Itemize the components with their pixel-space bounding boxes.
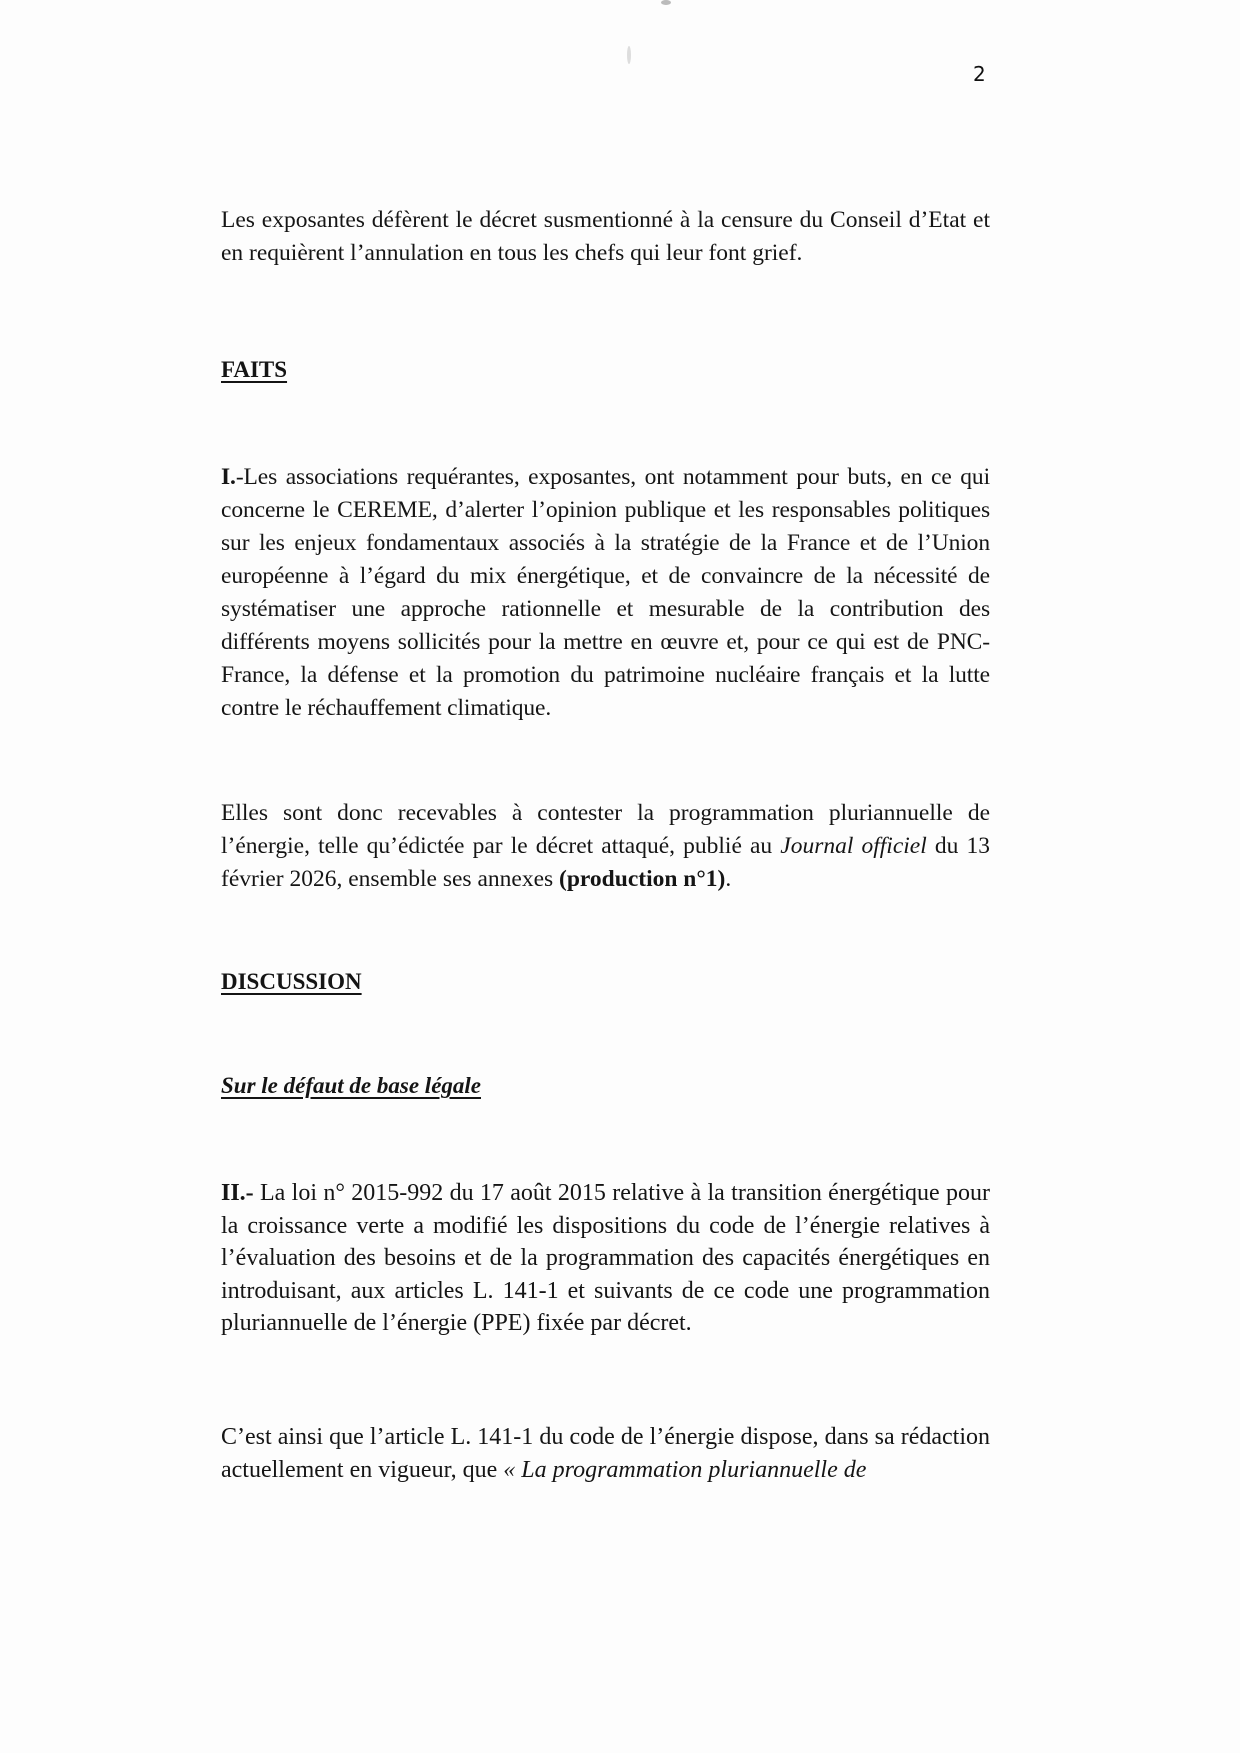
legal-quote: « La programmation pluriannuelle de — [503, 1456, 867, 1483]
faits-paragraph-2 — [221, 797, 990, 896]
paragraph-text: La loi n° 2015-992 du 17 août 2015 relative à la transition énergétique pour la croissance verte a modifié les dispositions du code de l’énergie relatives à l’évaluation des besoins et de la programmation des capacités énergétiques en introduisant, aux articles L. 141-1 et suivants de ce code une programmation pluriannuelle de l’énergie (PPE) fixée par décret. — [221, 1180, 990, 1336]
page-number: 2 — [973, 62, 986, 86]
paragraph-text: C’est ainsi que l’article L. 141-1 du code de l’énergie dispose, dans sa rédaction actuellement en vigueur, que — [221, 1424, 990, 1483]
subheading-defaut-base-legale: Sur le défaut de base légale — [221, 1073, 481, 1098]
scan-artifact — [627, 46, 631, 64]
paragraph-text: du 13 février 2026, ensemble ses annexes — [221, 833, 990, 892]
discussion-paragraph-1 — [221, 1177, 990, 1340]
paragraph-label: II.- — [221, 1180, 254, 1206]
heading-discussion: DISCUSSION — [221, 969, 362, 994]
production-reference: (production n°1) — [559, 866, 726, 892]
paragraph-text: -Les associations requérantes, exposantes, ont notamment pour buts, en ce qui concerne le CEREME, d’alerter l’opinion publique et les responsables politiques sur les enjeux fondamentaux associés à la stratégie de la France et de l’Union européenne à l’égard du mix énergétique, et de convaincre de la nécessité de systématiser une approche rationnelle et mesurable de la contribution des différents moyens sollicités pour la mettre en œuvre et, pour ce qui est de PNC-France, la défense et la promotion du patrimoine nucléaire français et la lutte contre le réchauffement climatique. — [221, 464, 990, 721]
journal-officiel-reference: Journal officiel — [780, 833, 927, 859]
discussion-paragraph-2 — [221, 1421, 990, 1486]
intro-paragraph: Les exposantes défèrent le décret susmentionné à la censure du Conseil d’Etat et en requièrent l’annulation en tous les chefs qui leur font grief. — [221, 207, 990, 266]
heading-faits: FAITS — [221, 357, 288, 382]
faits-paragraph-1 — [221, 461, 990, 725]
paragraph-text: . — [725, 866, 732, 892]
paragraph-label: I. — [221, 464, 236, 490]
scan-artifact — [661, 0, 671, 5]
paragraph-text: Elles sont donc recevables à contester la programmation pluriannuelle de l’énergie, telle qu’édictée par le décret attaqué, publié au — [221, 800, 990, 859]
